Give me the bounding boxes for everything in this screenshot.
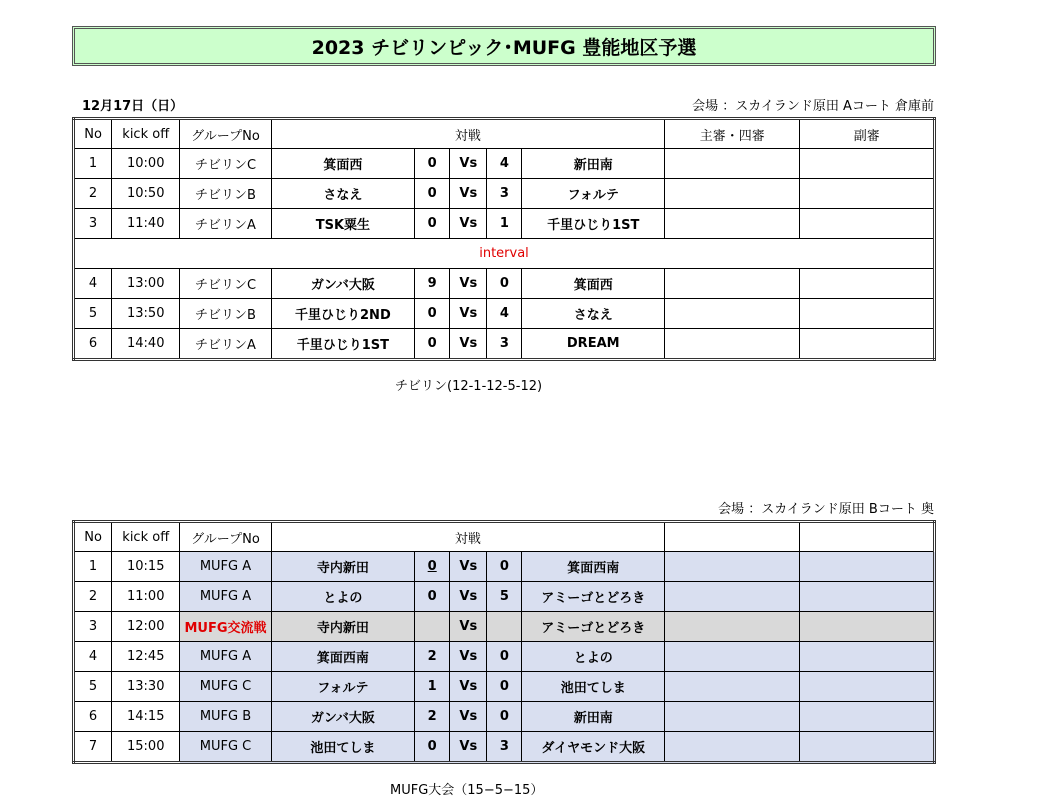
home-team: TSK粟生 bbox=[271, 209, 414, 239]
group-name: チビリンB bbox=[180, 179, 271, 209]
assistant-cell bbox=[800, 269, 935, 299]
assistant-cell bbox=[800, 732, 935, 763]
vs-label: Vs bbox=[450, 582, 487, 612]
home-team: とよの bbox=[271, 582, 414, 612]
home-team: 池田てしま bbox=[271, 732, 414, 763]
home-score: 2 bbox=[415, 642, 450, 672]
vs-label: Vs bbox=[450, 552, 487, 582]
header-assistant: 副審 bbox=[800, 119, 935, 149]
match-date: 12月17日（日） bbox=[82, 99, 184, 114]
away-team: アミーゴとどろき bbox=[522, 582, 665, 612]
kickoff-time: 14:15 bbox=[112, 702, 180, 732]
vs-label: Vs bbox=[450, 702, 487, 732]
match-number: 5 bbox=[74, 299, 112, 329]
kickoff-time: 11:40 bbox=[112, 209, 180, 239]
group-name: MUFG B bbox=[180, 702, 271, 732]
home-score bbox=[415, 612, 450, 642]
referee-cell bbox=[665, 149, 800, 179]
kickoff-time: 10:00 bbox=[112, 149, 180, 179]
home-score: 0 bbox=[415, 209, 450, 239]
referee-cell bbox=[665, 732, 800, 763]
home-score: 1 bbox=[415, 672, 450, 702]
group-name: MUFG C bbox=[180, 672, 271, 702]
assistant-cell bbox=[800, 149, 935, 179]
home-team: フォルテ bbox=[271, 672, 414, 702]
venue-b: 会場 ：スカイランド原田 Bコート 奥 bbox=[718, 502, 934, 517]
away-team: 箕面西南 bbox=[522, 552, 665, 582]
group-name: チビリンA bbox=[180, 329, 271, 360]
header-no: No bbox=[74, 119, 112, 149]
assistant-cell bbox=[800, 672, 935, 702]
away-score: 5 bbox=[487, 582, 522, 612]
vs-label: Vs bbox=[450, 672, 487, 702]
match-number: 4 bbox=[74, 269, 112, 299]
away-team: フォルテ bbox=[522, 179, 665, 209]
vs-label: Vs bbox=[450, 732, 487, 763]
kickoff-time: 15:00 bbox=[112, 732, 180, 763]
home-team: 千里ひじり2ND bbox=[271, 299, 414, 329]
assistant-cell bbox=[800, 299, 935, 329]
schedule-table-b bbox=[72, 520, 936, 764]
match-row bbox=[74, 209, 935, 239]
group-name: チビリンC bbox=[180, 149, 271, 179]
assistant-cell bbox=[800, 552, 935, 582]
home-team: 寺内新田 bbox=[271, 612, 414, 642]
match-number: 2 bbox=[74, 179, 112, 209]
kickoff-time: 13:50 bbox=[112, 299, 180, 329]
header-blank-2 bbox=[800, 522, 935, 552]
referee-cell bbox=[665, 299, 800, 329]
home-team: 寺内新田 bbox=[271, 552, 414, 582]
away-score: 1 bbox=[487, 209, 522, 239]
match-number: 7 bbox=[74, 732, 112, 763]
referee-cell bbox=[665, 269, 800, 299]
away-score: 4 bbox=[487, 299, 522, 329]
assistant-cell bbox=[800, 179, 935, 209]
away-score: 4 bbox=[487, 149, 522, 179]
vs-label: Vs bbox=[450, 269, 487, 299]
away-score: 3 bbox=[487, 179, 522, 209]
referee-cell bbox=[665, 582, 800, 612]
match-row bbox=[74, 732, 935, 763]
header-match: 対戦 bbox=[271, 522, 664, 552]
away-team: 池田てしま bbox=[522, 672, 665, 702]
home-team: 箕面西 bbox=[271, 149, 414, 179]
away-team: とよの bbox=[522, 642, 665, 672]
match-number: 6 bbox=[74, 329, 112, 360]
away-team: 新田南 bbox=[522, 702, 665, 732]
away-score: 3 bbox=[487, 732, 522, 763]
assistant-cell bbox=[800, 612, 935, 642]
referee-cell bbox=[665, 642, 800, 672]
group-name: チビリンB bbox=[180, 299, 271, 329]
interval-label: interval bbox=[74, 239, 935, 269]
header-match: 対戦 bbox=[271, 119, 664, 149]
away-team: 千里ひじり1ST bbox=[522, 209, 665, 239]
away-score: 3 bbox=[487, 329, 522, 360]
header-referee: 主審・四審 bbox=[665, 119, 800, 149]
away-score: 0 bbox=[487, 672, 522, 702]
home-team: 千里ひじり1ST bbox=[271, 329, 414, 360]
header-kickoff: kick off bbox=[112, 522, 180, 552]
assistant-cell bbox=[800, 642, 935, 672]
referee-cell bbox=[665, 702, 800, 732]
group-name: MUFG交流戦 bbox=[180, 612, 271, 642]
header-group: グループNo bbox=[180, 522, 271, 552]
vs-label: Vs bbox=[450, 179, 487, 209]
assistant-cell bbox=[800, 702, 935, 732]
match-row bbox=[74, 642, 935, 672]
away-team: さなえ bbox=[522, 299, 665, 329]
home-team: ガンバ大阪 bbox=[271, 702, 414, 732]
away-team: ダイヤモンド大阪 bbox=[522, 732, 665, 763]
page-title: 2023 チビリンピック･MUFG 豊能地区予選 bbox=[72, 26, 936, 66]
home-score: 0 bbox=[415, 299, 450, 329]
vs-label: Vs bbox=[450, 299, 487, 329]
home-score: 0 bbox=[415, 552, 450, 582]
match-number: 3 bbox=[74, 209, 112, 239]
away-team: アミーゴとどろき bbox=[522, 612, 665, 642]
vs-label: Vs bbox=[450, 642, 487, 672]
schedule-table-a bbox=[72, 117, 936, 361]
footnote-chibirin: チビリン(12-1-12-5-12) bbox=[395, 379, 543, 394]
header-group: グループNo bbox=[180, 119, 271, 149]
assistant-cell bbox=[800, 209, 935, 239]
referee-cell bbox=[665, 612, 800, 642]
match-number: 3 bbox=[74, 612, 112, 642]
venue-a: 会場 ：スカイランド原田 Aコート 倉庫前 bbox=[692, 99, 934, 114]
match-row bbox=[74, 702, 935, 732]
home-score: 0 bbox=[415, 329, 450, 360]
kickoff-time: 10:15 bbox=[112, 552, 180, 582]
referee-cell bbox=[665, 179, 800, 209]
kickoff-time: 14:40 bbox=[112, 329, 180, 360]
match-row bbox=[74, 179, 935, 209]
group-name: MUFG A bbox=[180, 552, 271, 582]
match-number: 6 bbox=[74, 702, 112, 732]
match-row bbox=[74, 672, 935, 702]
away-score: 0 bbox=[487, 702, 522, 732]
home-score: 0 bbox=[415, 149, 450, 179]
match-number: 2 bbox=[74, 582, 112, 612]
interval-row bbox=[74, 239, 935, 269]
header-no: No bbox=[74, 522, 112, 552]
header-blank-1 bbox=[665, 522, 800, 552]
group-name: MUFG A bbox=[180, 642, 271, 672]
kickoff-time: 13:30 bbox=[112, 672, 180, 702]
away-team: 箕面西 bbox=[522, 269, 665, 299]
away-team: 新田南 bbox=[522, 149, 665, 179]
footnote-mufg bbox=[390, 779, 543, 798]
match-number: 5 bbox=[74, 672, 112, 702]
match-row bbox=[74, 299, 935, 329]
footnote-mufg-text: MUFG大会（15−5−15） bbox=[390, 783, 544, 798]
vs-label: Vs bbox=[450, 612, 487, 642]
kickoff-time: 10:50 bbox=[112, 179, 180, 209]
home-score: 9 bbox=[415, 269, 450, 299]
vs-label: Vs bbox=[450, 329, 487, 360]
home-team: ガンバ大阪 bbox=[271, 269, 414, 299]
vs-label: Vs bbox=[450, 209, 487, 239]
group-name: MUFG C bbox=[180, 732, 271, 763]
kickoff-time: 12:00 bbox=[112, 612, 180, 642]
home-score: 2 bbox=[415, 702, 450, 732]
header-kickoff: kick off bbox=[112, 119, 180, 149]
kickoff-time: 12:45 bbox=[112, 642, 180, 672]
referee-cell bbox=[665, 552, 800, 582]
referee-cell bbox=[665, 209, 800, 239]
match-row bbox=[74, 612, 935, 642]
away-score: 0 bbox=[487, 552, 522, 582]
match-row bbox=[74, 552, 935, 582]
assistant-cell bbox=[800, 329, 935, 360]
group-name: MUFG A bbox=[180, 582, 271, 612]
referee-cell bbox=[665, 329, 800, 360]
match-number: 4 bbox=[74, 642, 112, 672]
group-name: チビリンC bbox=[180, 269, 271, 299]
home-score: 0 bbox=[415, 732, 450, 763]
match-row bbox=[74, 329, 935, 360]
match-row bbox=[74, 149, 935, 179]
kickoff-time: 13:00 bbox=[112, 269, 180, 299]
match-number: 1 bbox=[74, 552, 112, 582]
vs-label: Vs bbox=[450, 149, 487, 179]
home-score: 0 bbox=[415, 582, 450, 612]
match-row bbox=[74, 582, 935, 612]
assistant-cell bbox=[800, 582, 935, 612]
home-team: さなえ bbox=[271, 179, 414, 209]
away-score bbox=[487, 612, 522, 642]
away-score: 0 bbox=[487, 642, 522, 672]
away-team: DREAM bbox=[522, 329, 665, 360]
kickoff-time: 11:00 bbox=[112, 582, 180, 612]
referee-cell bbox=[665, 672, 800, 702]
home-team: 箕面西南 bbox=[271, 642, 414, 672]
match-row bbox=[74, 269, 935, 299]
group-name: チビリンA bbox=[180, 209, 271, 239]
home-score: 0 bbox=[415, 179, 450, 209]
match-number: 1 bbox=[74, 149, 112, 179]
away-score: 0 bbox=[487, 269, 522, 299]
